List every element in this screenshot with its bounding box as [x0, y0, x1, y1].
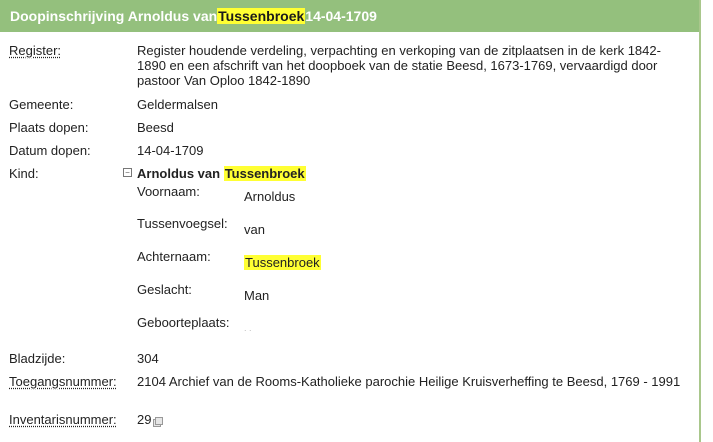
tussenvoegsel-label: Tussenvoegsel: [137, 216, 228, 231]
tussenvoegsel-value: van [244, 222, 265, 237]
kind-label: Kind: [9, 166, 39, 181]
geslacht-label: Geslacht: [137, 282, 192, 297]
voornaam-label: Voornaam: [137, 184, 200, 199]
collapse-toggle-icon[interactable]: − [123, 168, 132, 177]
gemeente-value: Geldermalsen [137, 97, 218, 112]
bladzijde-value: 304 [137, 351, 159, 366]
gemeente-label: Gemeente: [9, 97, 74, 112]
header-title-highlight: Tussenbroek [218, 8, 305, 24]
geboorteplaats-label: Geboorteplaats: [137, 315, 230, 330]
kind-name [137, 166, 306, 181]
record-header [0, 0, 699, 32]
inventarisnummer-value[interactable]: 29 [137, 412, 152, 427]
plaats-value: Beesd [137, 120, 174, 135]
header-title-date: 14-04-1709 [305, 8, 377, 24]
header-title-prefix: Doopinschrijving Arnoldus van [10, 8, 218, 24]
plaats-label: Plaats dopen: [9, 120, 89, 135]
kind-name-highlight: Tussenbroek [224, 166, 305, 181]
inventarisnummer-value-wrap [137, 412, 682, 427]
toegangsnummer-value: 2104 Archief van de Rooms-Katholieke parochie Heilige Kruisverheffing te Beesd, 1769 - 1991 [137, 374, 681, 389]
achternaam-value: Tussenbroek [245, 255, 320, 270]
achternaam-label: Achternaam: [137, 249, 211, 264]
kind-name-prefix: Arnoldus van [137, 166, 224, 181]
register-value: Register houdende verdeling, verpachting en verkoping van de zitplaatsen in de kerk 1842-1890 en een afschrift van het doopboek van de statie Beesd, 1673-1769, vervaardigd door pastoor Van Oploo 1842-1890 [137, 43, 661, 88]
toegangsnummer-label[interactable]: Toegangsnummer: [9, 374, 117, 389]
register-label[interactable]: Register: [9, 43, 62, 58]
voornaam-value: Arnoldus [244, 189, 296, 204]
external-link-icon[interactable] [153, 417, 161, 425]
geslacht-value: Man [244, 288, 270, 303]
datum-value: 14-04-1709 [137, 143, 204, 158]
datum-label: Datum dopen: [9, 143, 91, 158]
geboorteplaats-value: . . [244, 323, 252, 333]
inventarisnummer-label[interactable]: Inventarisnummer: [9, 412, 117, 427]
bladzijde-label: Bladzijde: [9, 351, 66, 366]
